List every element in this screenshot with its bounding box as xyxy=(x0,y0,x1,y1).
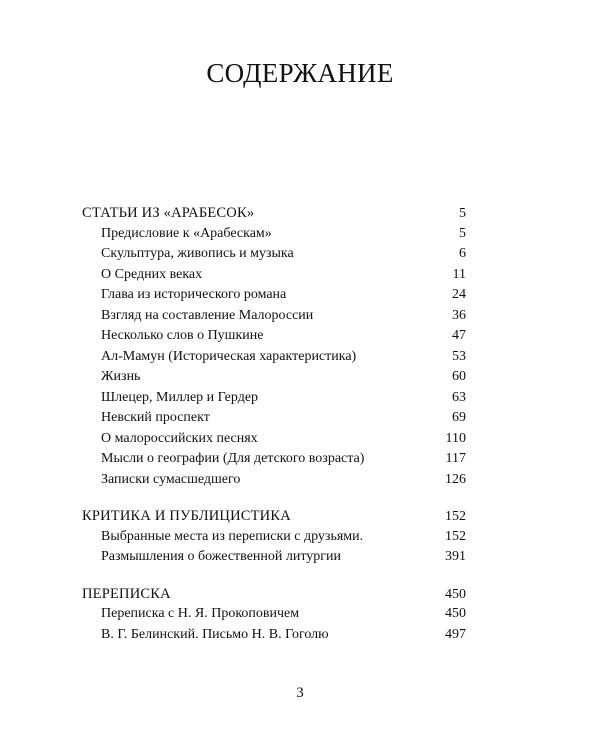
entry-page: 24 xyxy=(452,287,466,302)
toc-entry[interactable] xyxy=(82,449,466,470)
toc-section-correspondence xyxy=(82,584,466,646)
toc-entry[interactable] xyxy=(82,367,466,388)
entry-page: 5 xyxy=(459,225,466,241)
toc-entry[interactable] xyxy=(82,604,466,625)
entry-title: Скульптура, живопись и музыка xyxy=(101,246,294,261)
entry-title: В. Г. Белинский. Письмо Н. В. Гоголю xyxy=(101,626,329,642)
toc-entry[interactable] xyxy=(82,326,466,347)
toc-entry[interactable] xyxy=(82,408,466,429)
toc-section-heading[interactable] xyxy=(82,506,466,527)
entry-page: 497 xyxy=(445,626,466,642)
entry-page: 117 xyxy=(445,451,466,466)
section-title: ПЕРЕПИСКА xyxy=(82,585,171,602)
page-number: 3 xyxy=(296,685,304,701)
section-page: 450 xyxy=(445,586,466,602)
entry-page: 47 xyxy=(452,328,466,343)
toc-entry[interactable] xyxy=(82,285,466,306)
entry-title: Размышления о божественной литургии xyxy=(101,549,342,564)
entry-title: Шлецер, Миллер и Гердер xyxy=(101,389,259,405)
toc-entry[interactable] xyxy=(82,527,466,548)
entry-title: О Средних веках xyxy=(101,266,203,282)
entry-page: 63 xyxy=(452,389,466,405)
entry-title: О малороссийских песнях xyxy=(101,430,258,446)
entry-title: Несколько слов о Пушкине xyxy=(101,328,264,343)
entry-title: Невский проспект xyxy=(101,410,210,425)
entry-title: Записки сумасшедшего xyxy=(101,471,241,487)
entry-title: Переписка с Н. Я. Прокоповичем xyxy=(101,606,300,621)
section-title: КРИТИКА И ПУБЛИЦИСТИКА xyxy=(82,508,291,524)
entry-title: Взгляд на составление Малороссии xyxy=(101,307,314,323)
entry-page: 152 xyxy=(445,528,466,544)
section-page: 5 xyxy=(459,206,466,221)
entry-page: 6 xyxy=(459,246,466,261)
entry-page: 391 xyxy=(445,549,466,564)
toc-section-heading[interactable] xyxy=(82,203,466,224)
entry-page: 110 xyxy=(445,430,466,446)
toc-entry[interactable] xyxy=(82,306,466,327)
entry-page: 60 xyxy=(452,369,466,384)
entry-page: 126 xyxy=(445,471,466,487)
entry-title: Выбранные места из переписки с друзьями. xyxy=(101,528,364,544)
section-page: 152 xyxy=(445,509,466,524)
entry-title: Ал-Мамун (Историческая характеристика) xyxy=(101,348,357,364)
toc-entry[interactable] xyxy=(82,224,466,245)
entry-page: 69 xyxy=(452,410,466,425)
entry-page: 450 xyxy=(445,606,466,621)
toc-entry[interactable] xyxy=(82,625,466,646)
toc-entry[interactable] xyxy=(82,547,466,568)
entry-title: Жизнь xyxy=(101,369,141,384)
toc-section-arabesques xyxy=(82,203,466,490)
toc-entry[interactable] xyxy=(82,470,466,491)
entry-page: 36 xyxy=(452,307,466,323)
entry-page: 53 xyxy=(452,348,466,364)
toc-entry[interactable] xyxy=(82,244,466,265)
toc-entry[interactable] xyxy=(82,265,466,286)
section-title: СТАТЬИ ИЗ «АРАБЕСОК» xyxy=(82,205,255,221)
entry-title: Мысли о географии (Для детского возраста) xyxy=(101,451,365,466)
entry-page: 11 xyxy=(452,266,466,282)
toc-entry[interactable] xyxy=(82,429,466,450)
toc-entry[interactable] xyxy=(82,388,466,409)
page-title: СОДЕРЖАНИЕ xyxy=(206,58,394,88)
toc-entry[interactable] xyxy=(82,347,466,368)
table-of-contents xyxy=(82,203,466,645)
entry-title: Предисловие к «Арабескам» xyxy=(101,225,272,241)
toc-section-heading[interactable] xyxy=(82,584,466,605)
entry-title: Глава из исторического романа xyxy=(101,287,287,302)
toc-section-criticism xyxy=(82,506,466,568)
